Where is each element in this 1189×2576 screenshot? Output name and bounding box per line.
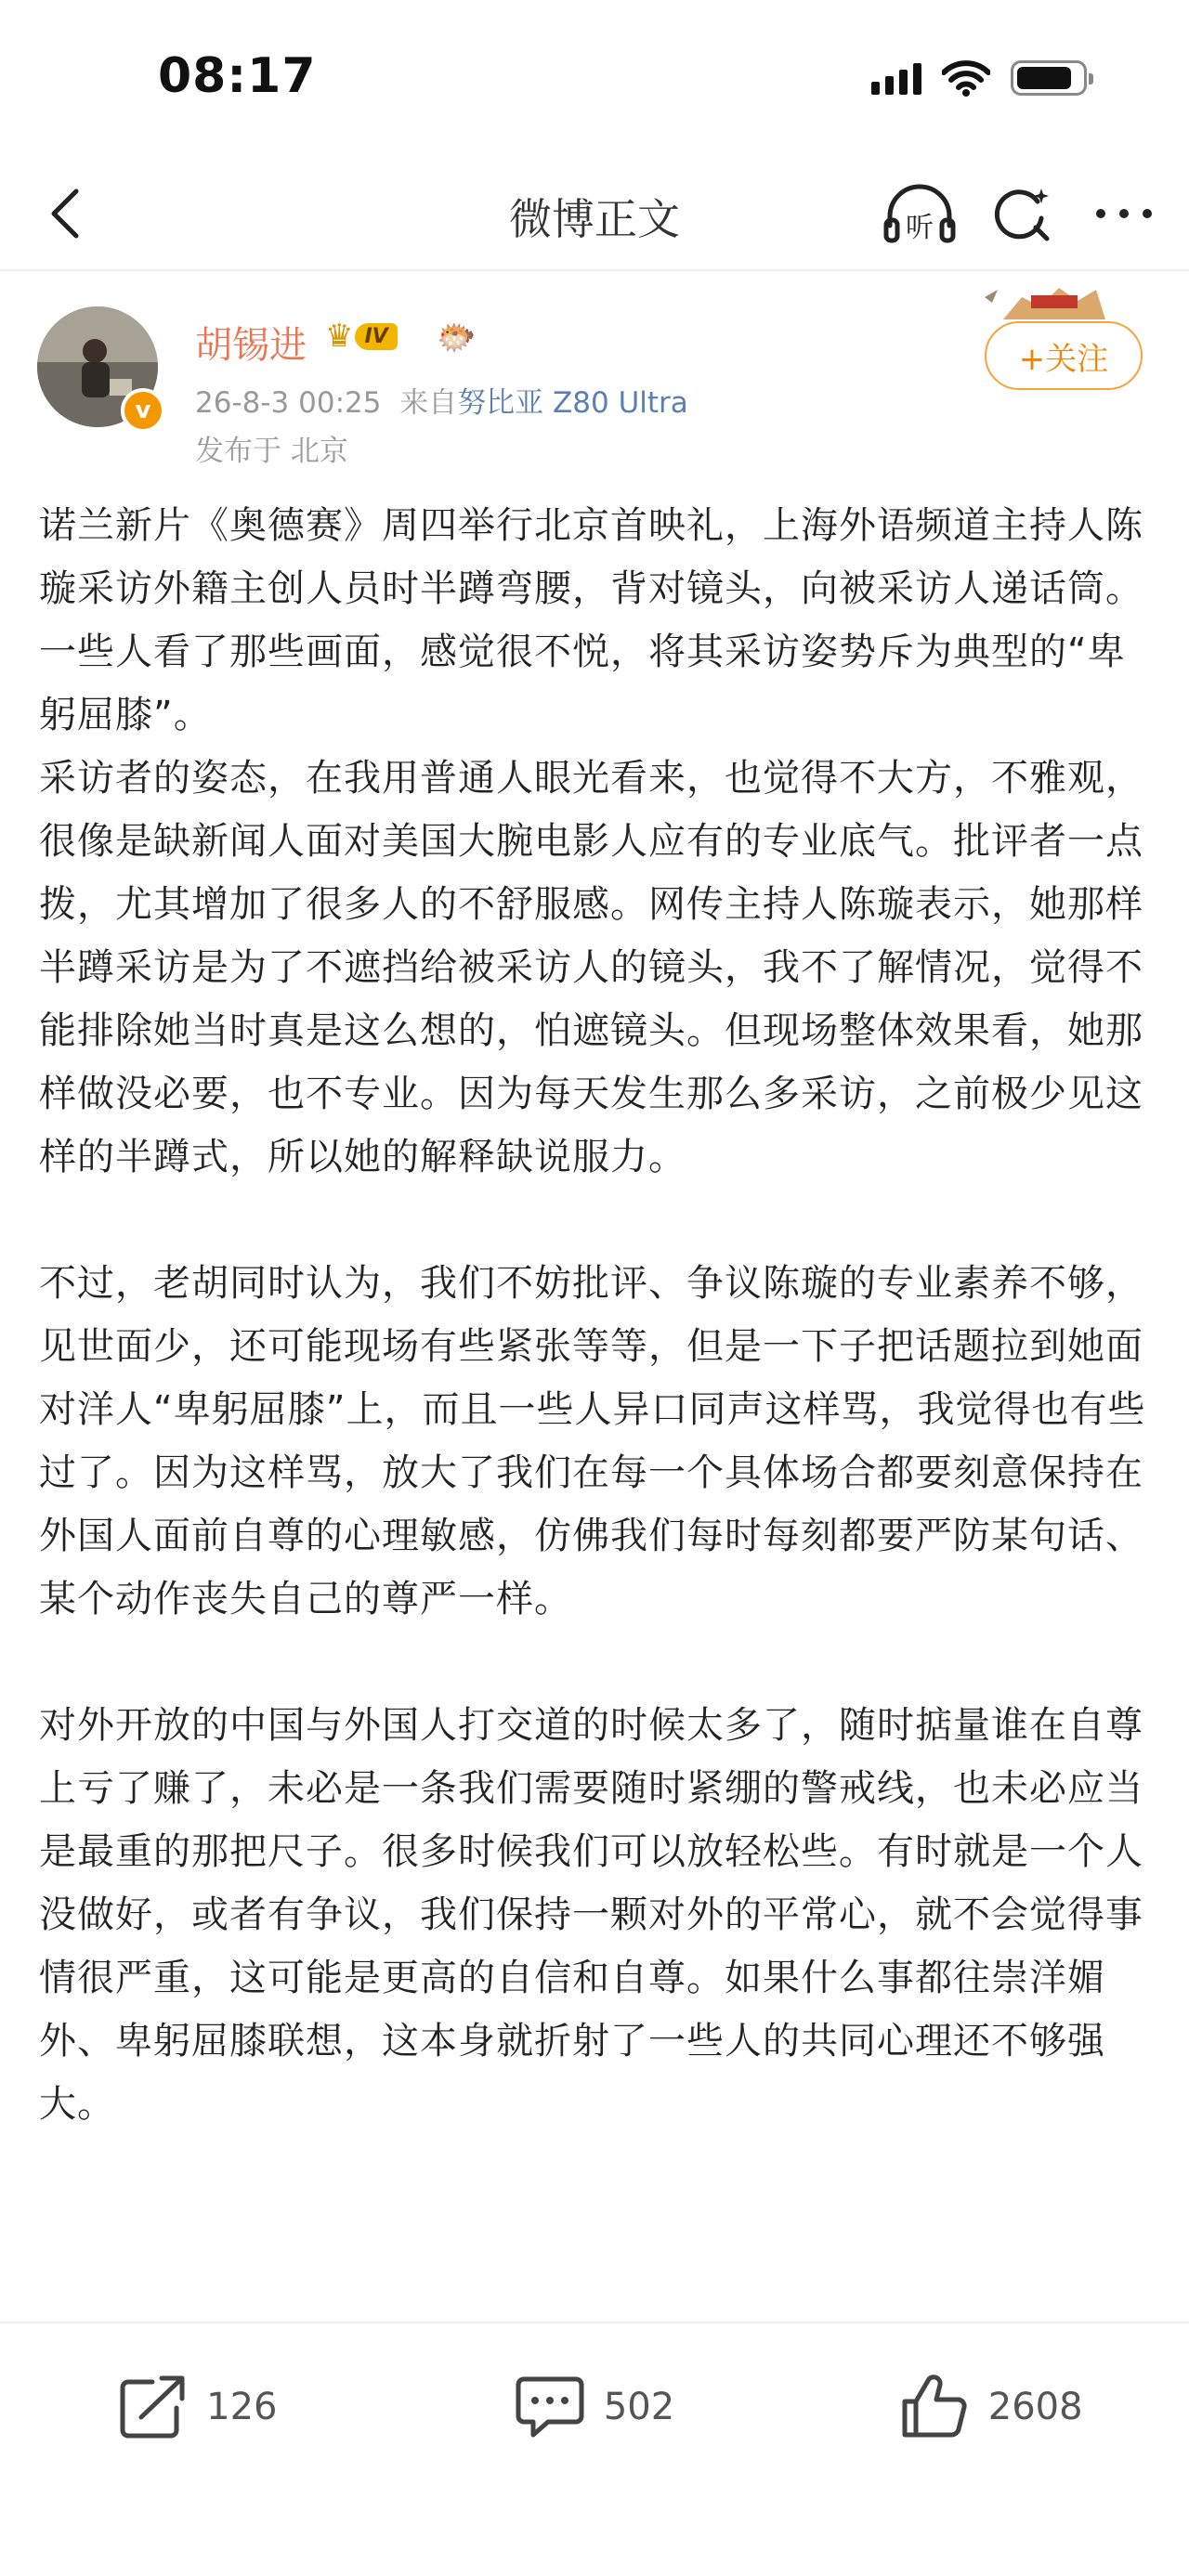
member-level: IV (355, 323, 397, 350)
repost-button[interactable] (0, 2323, 397, 2491)
listen-label: 听 (906, 212, 934, 244)
post-header (0, 279, 1189, 474)
headphones-icon (882, 181, 957, 246)
nav-actions (882, 176, 1161, 251)
like-count: 2608 (987, 2386, 1083, 2428)
like-button[interactable] (792, 2323, 1189, 2491)
post-paragraph: 诺兰新片《奥德赛》周四举行北京首映礼，上海外语频道主持人陈璇采访外籍主创人员时半蹲弯腰，背对镜头，向被采访人递话筒。一些人看了那些画面，感觉很不悦，将其采访姿势斥为典型的“卑躬屈膝”。 (39, 504, 1143, 736)
author-name[interactable]: 胡锡进 (195, 324, 307, 367)
search-icon (989, 181, 1054, 246)
member-level-badge[interactable] (325, 318, 398, 355)
crown-icon: ♛ (325, 318, 354, 355)
verified-badge: v (121, 388, 165, 433)
follow-button[interactable]: +关注 (985, 321, 1143, 390)
status-icons (871, 58, 1087, 98)
battery-icon (1011, 60, 1087, 96)
source-prefix: 来自 (399, 386, 458, 420)
comment-icon (515, 2374, 585, 2440)
status-bar (0, 0, 1189, 158)
page-title: 微博正文 (509, 194, 680, 244)
post-paragraph: 采访者的姿态，在我用普通人眼光看来，也觉得不大方，不雅观，很像是缺新闻人面对美国大腕电影人应有的专业底气。批评者一点拨，尤其增加了很多人的不舒服感。网传主持人陈璇表示，她那样半蹲采访是为了不遮挡给被采访人的镜头，我不了解情况，觉得不能排除她当时真是这么想的，怕遮镜头。但现场整体效果看，她那样做没必要，也不专业。因为每天发生那么多采访，之前极少见这样的半蹲式，所以她的解释缺说服力。 (39, 757, 1143, 1178)
share-icon (119, 2374, 188, 2439)
action-bar (0, 2322, 1189, 2491)
follow-decoration-icon (966, 279, 1115, 325)
listen-button[interactable] (882, 176, 957, 251)
post-source[interactable]: 努比亚 Z80 Ultra (457, 386, 688, 420)
post-time: 26-8-3 00:25 (195, 386, 382, 420)
post-paragraph: 对外开放的中国与外国人打交道的时候太多了，随时掂量谁在自尊上亏了赚了，未必是一条我们需要随时紧绷的警戒线，也未必应当是最重的那把尺子。很多时候我们可以放轻松些。有时就是一个人没做好，或者有争议，我们保持一颗对外的平常心，就不会觉得事情很严重，这可能是更高的自信和自尊。如果什么事都往崇洋媚外、卑躬屈膝联想，这本身就折射了一些人的共同心理还不够强大。 (39, 1704, 1143, 2126)
comment-button[interactable] (397, 2323, 793, 2491)
cellular-signal-icon (871, 61, 921, 95)
nav-bar (0, 158, 1189, 271)
search-button[interactable] (985, 176, 1059, 251)
post-location: 发布于 北京 (195, 435, 348, 468)
post-meta (195, 379, 688, 421)
fan-badge-icon[interactable]: 🐡 (437, 319, 477, 357)
more-icon (1091, 204, 1156, 223)
post-body (39, 494, 1154, 2136)
more-button[interactable] (1087, 176, 1161, 251)
wifi-icon (942, 59, 990, 97)
thumbs-up-icon (899, 2374, 970, 2440)
repost-count: 126 (206, 2386, 278, 2428)
post-paragraph: 不过，老胡同时认为，我们不妨批评、争议陈璇的专业素养不够，见世面少，还可能现场有些紧张等等，但是一下子把话题拉到她面对洋人“卑躬屈膝”上，而且一些人异口同声这样骂，我觉得也有些过了。因为这样骂，放大了我们在每一个具体场合都要刻意保持在外国人面前自尊的心理敏感，仿佛我们每时每刻都要严防某句话、某个动作丧失自己的尊严一样。 (39, 1262, 1146, 1620)
status-time: 08:17 (158, 48, 317, 104)
comment-count: 502 (603, 2386, 675, 2428)
